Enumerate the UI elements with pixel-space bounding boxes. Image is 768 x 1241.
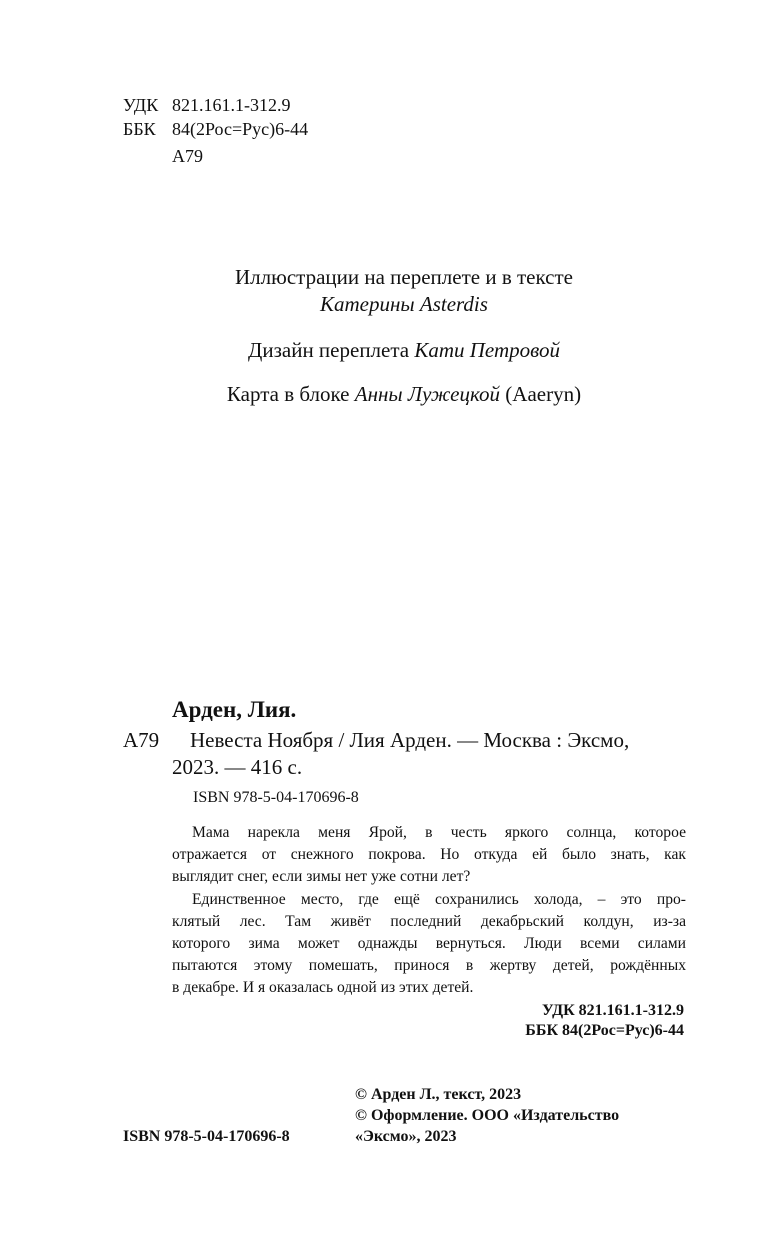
illustrations-name: Катерины Asterdis bbox=[320, 292, 488, 316]
annotation-line: клятый лес. Там живёт последний декабрьский колдун, из-за bbox=[172, 912, 686, 930]
footer-udk: УДК 821.161.1-312.9 bbox=[541, 1002, 684, 1019]
udk-value: 821.161.1-312.9 bbox=[172, 95, 291, 115]
bib-year-pages: 2023. — 416 с. bbox=[172, 755, 303, 779]
map-name: Анны Лужецкой bbox=[354, 382, 501, 406]
map-suffix: (Aaeryn) bbox=[505, 382, 582, 406]
annotation-line: в декабре. И я оказалась одной из этих детей. bbox=[172, 979, 474, 997]
bib-sign: А79 bbox=[123, 728, 160, 752]
illustrations-credit bbox=[0, 265, 768, 290]
design-prefix: Дизайн переплета bbox=[248, 338, 410, 362]
design-credit bbox=[0, 338, 768, 363]
author-sign: А79 bbox=[172, 146, 203, 166]
copyright-design-1: © Оформление. ООО «Издательство bbox=[355, 1107, 620, 1124]
annotation-line: пытаются этому помешать, принося в жертву детей, рождённых bbox=[172, 957, 686, 975]
bib-isbn: ISBN 978-5-04-170696-8 bbox=[193, 789, 359, 806]
annotation-line: отражается от снежного покрова. Но откуда ей было знать, как bbox=[172, 846, 686, 864]
design-name: Кати Петровой bbox=[414, 338, 560, 362]
map-prefix: Карта в блоке bbox=[226, 382, 350, 406]
udk-label: УДК bbox=[123, 95, 159, 115]
bib-title-line: Невеста Ноября / Лия Арден. — Москва : Эксмо, bbox=[190, 728, 630, 752]
annotation bbox=[172, 822, 686, 1000]
annotation-line: Мама нарекла меня Ярой, в честь яркого солнца, которое bbox=[192, 824, 686, 841]
bbk-label: ББК bbox=[123, 119, 156, 139]
map-credit bbox=[0, 382, 768, 407]
footer-isbn: ISBN 978-5-04-170696-8 bbox=[123, 1128, 290, 1145]
footer-bbk: ББК 84(2Рос=Рус)6-44 bbox=[525, 1022, 684, 1039]
copyright-design-2: «Эксмо», 2023 bbox=[355, 1128, 457, 1145]
illustrations-prefix: Иллюстрации на переплете и в тексте bbox=[235, 265, 573, 289]
annotation-line: Единственное место, где ещё сохранились холода, – это про- bbox=[192, 890, 686, 908]
annotation-line: выглядит снег, если зимы нет уже сотни лет? bbox=[172, 868, 471, 886]
annotation-line: которого зима может однажды вернуться. Люди всеми силами bbox=[172, 935, 686, 953]
book-author: Арден, Лия. bbox=[172, 697, 297, 722]
illustrations-name-line bbox=[0, 292, 768, 317]
copyright-text: © Арден Л., текст, 2023 bbox=[355, 1086, 522, 1103]
bbk-value: 84(2Рос=Рус)6-44 bbox=[172, 119, 309, 139]
